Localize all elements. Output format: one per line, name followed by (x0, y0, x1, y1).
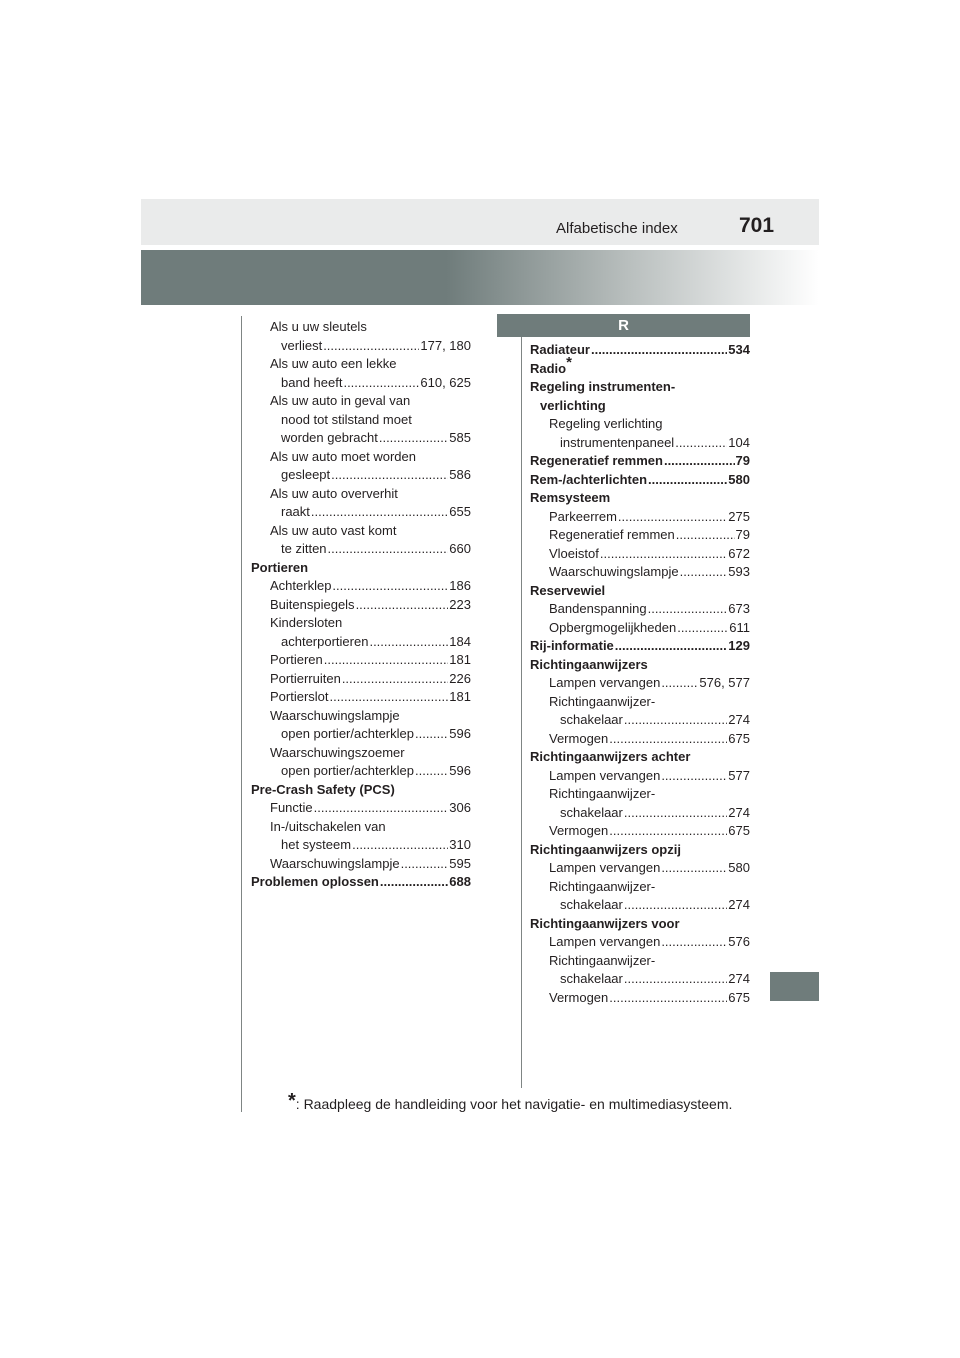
index-entry-text: Richtingaanwijzers voor (530, 915, 680, 931)
index-entry-text: In-/uitschakelen van (270, 818, 386, 834)
index-entry (251, 744, 471, 763)
dot-leader (314, 799, 449, 818)
index-entry-text: Pre-Crash Safety (PCS) (251, 781, 395, 797)
index-entry (251, 818, 471, 837)
section-thumb-tab (770, 972, 819, 1001)
dot-leader (676, 526, 735, 545)
index-heading (530, 841, 750, 860)
index-entry-text: Parkeerrem (549, 508, 617, 524)
dot-leader (324, 651, 449, 670)
dot-leader (331, 466, 448, 485)
index-entry (251, 855, 471, 874)
index-entry (530, 730, 750, 749)
index-entry (530, 767, 750, 786)
index-entry-text: worden gebracht (281, 430, 378, 445)
index-entry-text: Vermogen (549, 989, 609, 1005)
index-entry-text: Als uw auto een lekke (270, 356, 397, 371)
index-entry-text: het systeem (281, 837, 352, 852)
index-entry (251, 688, 471, 707)
index-page-ref: 688 (449, 874, 471, 889)
index-entry-text: Lampen vervangen (549, 767, 661, 783)
index-entry (530, 785, 750, 804)
index-page-ref: 593 (728, 564, 750, 579)
dot-leader (661, 767, 727, 786)
index-entry (530, 896, 750, 915)
index-entry (530, 970, 750, 989)
index-entry-text: Achterklep (270, 578, 332, 593)
index-entry (251, 651, 471, 670)
index-heading (530, 637, 750, 656)
index-page-ref: 129 (728, 638, 750, 653)
index-entry (530, 674, 750, 693)
dot-leader (609, 989, 727, 1008)
index-page-ref: 675 (728, 989, 750, 1005)
index-page-ref: 274 (728, 897, 750, 912)
dot-leader (343, 374, 419, 393)
index-entry-text: open portier/achterklep (281, 726, 414, 741)
index-page-ref: 79 (735, 527, 750, 542)
dot-leader (330, 688, 449, 707)
index-entry (530, 878, 750, 897)
index-page-ref: 576, 577 (699, 675, 750, 690)
index-entry-text: Richtingaanwijzers opzij (530, 841, 681, 857)
index-entry (530, 619, 750, 638)
dot-leader (600, 545, 727, 564)
index-entry-text: Remsysteem (530, 490, 611, 505)
index-page-ref: 585 (449, 430, 471, 445)
dot-leader (677, 619, 728, 638)
index-heading (530, 378, 750, 397)
index-heading (530, 353, 750, 379)
index-entry (251, 577, 471, 596)
index-page-ref: 177, 180 (420, 337, 471, 353)
index-entry-text: instrumentenpaneel (560, 434, 675, 450)
index-entry-text: achterportieren (281, 633, 369, 649)
index-entry (251, 374, 471, 393)
index-entry-text: gesleept (281, 467, 331, 482)
dot-leader (675, 434, 727, 453)
index-page-ref: 576 (728, 934, 750, 949)
index-entry (251, 411, 471, 430)
index-entry (251, 836, 471, 855)
index-page-ref: 655 (449, 504, 471, 519)
dot-leader (661, 674, 698, 693)
index-page-ref: 274 (728, 804, 750, 820)
header-gradient-band (141, 250, 819, 305)
index-entry-text: Portieren (251, 559, 309, 575)
index-entry-text: Problemen oplossen (251, 874, 379, 889)
dot-leader (624, 711, 727, 730)
index-page-ref: 79 (735, 453, 750, 468)
index-entry-text: Radio (530, 360, 567, 376)
index-entry-text: schakelaar (560, 897, 623, 912)
index-entry-text: Regeneratief remmen (530, 453, 663, 468)
letter-heading-r: R (497, 314, 750, 337)
index-page-ref: 596 (449, 763, 471, 778)
index-page-ref: 226 (449, 670, 471, 686)
index-heading (530, 397, 750, 416)
index-entry (251, 522, 471, 541)
dot-leader (591, 341, 727, 360)
dot-leader (680, 563, 728, 582)
index-entry-text: nood tot stilstand moet (281, 411, 412, 427)
index-entry (251, 596, 471, 615)
index-column-right (530, 341, 750, 1007)
index-entry (530, 822, 750, 841)
index-entry-text: Radiateur (530, 342, 590, 357)
index-entry-text: band heeft (281, 374, 343, 390)
index-entry (251, 503, 471, 522)
dot-leader (661, 933, 727, 952)
index-page-ref: 181 (449, 652, 471, 667)
index-entry-text: Richtingaanwijzer- (549, 786, 656, 801)
index-entry (251, 355, 471, 374)
dot-leader (342, 670, 448, 689)
dot-leader (661, 859, 727, 878)
index-entry (251, 540, 471, 559)
index-entry-text: Reservewiel (530, 582, 606, 598)
index-column-left (251, 318, 471, 892)
index-entry (251, 337, 471, 356)
index-page-ref: 274 (728, 971, 750, 986)
dot-leader (664, 452, 735, 471)
index-entry (251, 485, 471, 504)
index-entry (530, 600, 750, 619)
dot-leader (609, 822, 727, 841)
index-entry (530, 545, 750, 564)
index-page-ref: 104 (728, 434, 750, 450)
index-entry-text: Opbergmogelijkheden (549, 619, 677, 635)
dot-leader (609, 730, 727, 749)
index-entry-text: Rem-/achterlichten (530, 471, 648, 487)
index-entry-text: Waarschuwingslampje (549, 564, 679, 579)
index-page-ref: 660 (449, 541, 471, 556)
index-entry (251, 670, 471, 689)
index-entry-text: Als uw auto oververhit (270, 485, 398, 501)
dot-leader (648, 471, 727, 490)
index-page-ref: 611 (729, 619, 750, 635)
index-entry (251, 799, 471, 818)
index-entry (530, 933, 750, 952)
index-page-ref: 595 (449, 855, 471, 871)
index-entry-text: Lampen vervangen (549, 675, 661, 690)
dot-leader (332, 577, 448, 596)
index-entry (530, 989, 750, 1008)
dot-leader (352, 836, 448, 855)
section-title: Alfabetische index (556, 220, 678, 237)
index-entry-text: Richtingaanwijzers achter (530, 749, 691, 764)
index-entry-text: Portierruiten (270, 670, 341, 686)
dot-leader (369, 633, 448, 652)
index-page-ref: 580 (728, 860, 750, 875)
index-entry (530, 711, 750, 730)
left-column-rule (241, 316, 242, 1112)
index-page-ref: 580 (728, 471, 750, 487)
index-entry-text: Vloeistof (549, 545, 599, 561)
index-heading (530, 656, 750, 675)
index-entry-text: Portierslot (270, 689, 329, 704)
index-entry-text: Vermogen (549, 823, 609, 838)
header-bar (141, 199, 819, 245)
dot-leader (624, 804, 727, 823)
index-heading (530, 915, 750, 934)
dot-leader (618, 508, 727, 527)
index-entry-text: Vermogen (549, 730, 609, 746)
index-page-ref: 534 (728, 342, 750, 357)
index-entry (251, 633, 471, 652)
center-column-rule (521, 316, 522, 1088)
index-entry (530, 952, 750, 971)
index-entry-text: Als uw auto moet worden (270, 448, 416, 464)
index-page-ref: 596 (449, 726, 471, 741)
index-entry-text: Rij-informatie (530, 638, 614, 653)
dot-leader (401, 855, 449, 874)
index-entry (251, 448, 471, 467)
index-page-ref: 310 (449, 837, 471, 852)
dot-leader (380, 873, 448, 892)
index-page-ref: 186 (449, 578, 471, 593)
index-entry-text: Regeneratief remmen (549, 527, 675, 542)
index-entry (251, 392, 471, 411)
index-entry-text: Lampen vervangen (549, 934, 661, 949)
index-entry-text: schakelaar (560, 804, 623, 820)
footnote-marker: * (288, 1090, 296, 1112)
index-heading (251, 559, 471, 578)
index-entry-text: te zitten (281, 541, 327, 556)
index-page-ref: 577 (728, 767, 750, 783)
dot-leader (415, 762, 448, 781)
index-entry (530, 434, 750, 453)
index-entry-text: Als u uw sleutels (270, 319, 367, 334)
index-heading (530, 471, 750, 490)
dot-leader (615, 637, 728, 656)
index-heading (530, 582, 750, 601)
index-entry (530, 526, 750, 545)
index-entry (530, 859, 750, 878)
index-entry (251, 318, 471, 337)
index-page-ref: 184 (449, 633, 471, 649)
index-page-ref: 675 (728, 823, 750, 838)
page-number: 701 (739, 214, 775, 237)
index-entry (251, 466, 471, 485)
index-entry-text: Waarschuwingslampje (270, 707, 400, 723)
index-page-ref: 610, 625 (420, 374, 471, 390)
index-page-ref: 275 (728, 508, 750, 524)
index-page-ref: 675 (728, 730, 750, 746)
index-entry-text: verlichting (540, 397, 606, 413)
dot-leader (356, 596, 449, 615)
index-entry-text: Functie (270, 800, 313, 815)
index-page-ref: 586 (449, 467, 471, 482)
dot-leader (415, 725, 448, 744)
index-heading (530, 748, 750, 767)
index-entry-text: schakelaar (560, 712, 623, 727)
footnote-text: : Raadpleeg de handleiding voor het navigatie- en multimediasysteem. (295, 1096, 733, 1112)
index-entry-text: open portier/achterklep (281, 763, 414, 778)
dot-leader (328, 540, 449, 559)
index-page-ref: 274 (728, 712, 750, 727)
index-heading (530, 341, 750, 360)
footnote-reference-marker: * (566, 353, 572, 371)
index-entry (530, 563, 750, 582)
index-entry-text: schakelaar (560, 971, 623, 986)
index-entry-text: Waarschuwingszoemer (270, 744, 405, 760)
index-entry-text: Richtingaanwijzers (530, 656, 648, 672)
index-entry-text: Als uw auto in geval van (270, 393, 411, 408)
index-entry (251, 614, 471, 633)
index-entry-text: Richtingaanwijzer- (549, 878, 656, 894)
index-entry (251, 762, 471, 781)
index-page-ref: 306 (449, 800, 471, 815)
dot-leader (648, 600, 728, 619)
index-entry-text: Als uw auto vast komt (270, 522, 397, 538)
index-entry (530, 508, 750, 527)
index-page-ref: 673 (728, 601, 750, 616)
index-entry (251, 707, 471, 726)
index-entry-text: Richtingaanwijzer- (549, 693, 656, 709)
index-entry-text: Buitenspiegels (270, 596, 355, 612)
index-entry-text: Kindersloten (270, 615, 343, 630)
index-page-ref: 181 (449, 689, 471, 704)
index-entry-text: Regeling instrumenten- (530, 379, 676, 394)
index-heading (530, 489, 750, 508)
index-entry (530, 804, 750, 823)
index-page-ref: 223 (449, 596, 471, 612)
index-entry-text: Richtingaanwijzer- (549, 952, 656, 968)
index-entry (251, 429, 471, 448)
index-entry-text: raakt (281, 504, 310, 519)
index-entry (251, 725, 471, 744)
dot-leader (311, 503, 448, 522)
dot-leader (624, 970, 727, 989)
index-entry-text: Portieren (270, 652, 323, 667)
index-entry-text: Regeling verlichting (549, 416, 663, 431)
index-entry-text: Bandenspanning (549, 601, 647, 616)
index-heading (251, 781, 471, 800)
index-page-ref: 672 (728, 545, 750, 561)
index-entry-text: Waarschuwingslampje (270, 855, 400, 871)
index-entry-text: Lampen vervangen (549, 860, 661, 875)
index-heading (251, 873, 471, 892)
dot-leader (323, 337, 419, 356)
index-entry-text: verliest (281, 337, 323, 353)
index-heading (530, 452, 750, 471)
dot-leader (379, 429, 448, 448)
index-entry (530, 415, 750, 434)
index-entry (530, 693, 750, 712)
footnote (288, 1090, 732, 1113)
dot-leader (624, 896, 727, 915)
